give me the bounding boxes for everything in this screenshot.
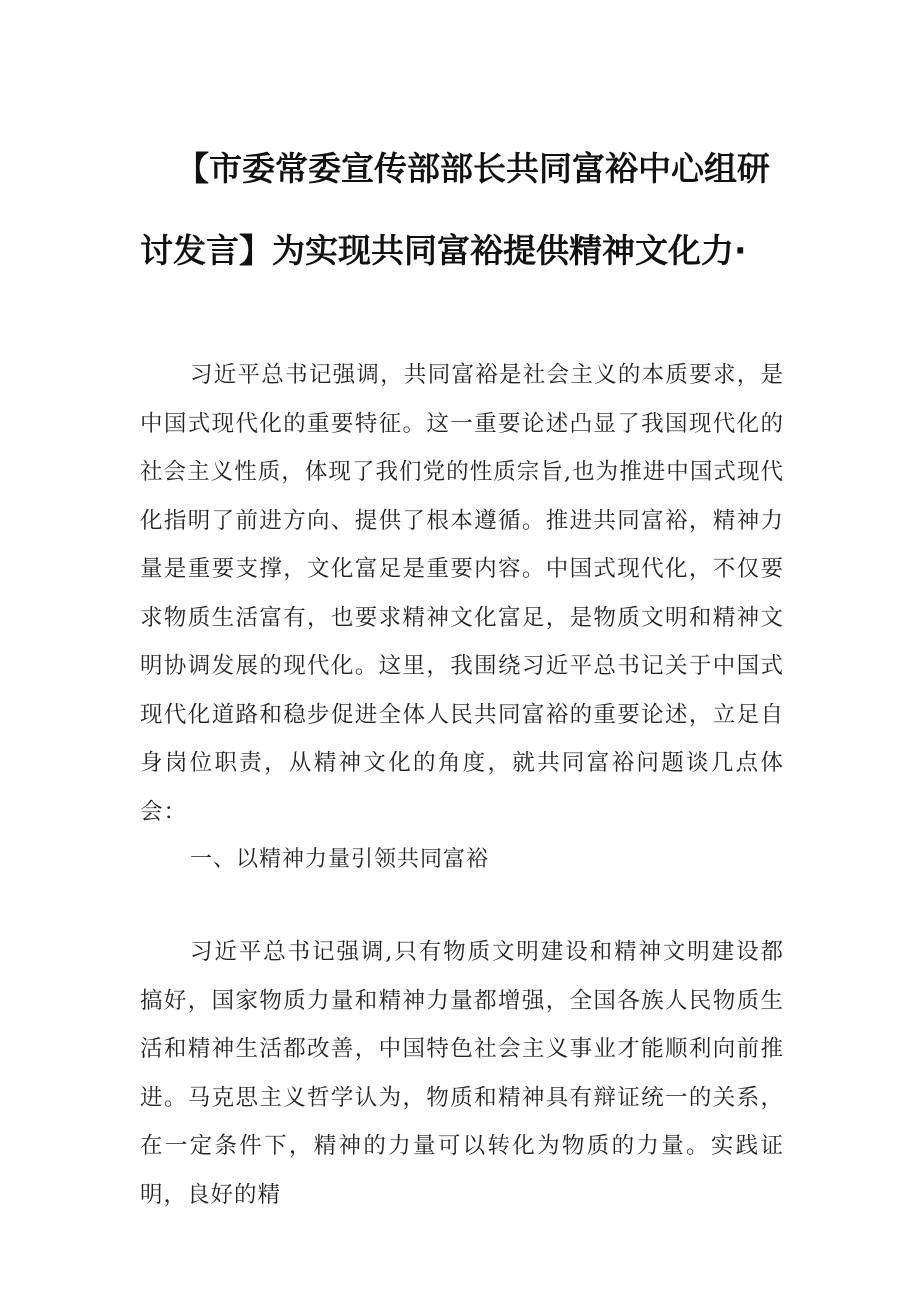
section-heading-1: 一、以精神力量引领共同富裕 [190, 847, 490, 872]
title-line-1: 【市委常委宣传部部长共同富裕中心组研 [176, 149, 770, 188]
paragraph-section1: 习近平总书记强调,只有物质文明建设和精神文明建设都搞好，国家物质力量和精神力量都增强，全国各族人民物质生活和精神生活都改善，中国特色社会主义事业才能顺利向前推进。马克思主义哲学认为，物质和精神具有辩证统一的关系，在一定条件下，精神的力量可以转化为物质的力量。实践证明，良好的精 [140, 939, 784, 1208]
document-title [140, 128, 780, 292]
paragraph-intro: 习近平总书记强调，共同富裕是社会主义的本质要求，是中国式现代化的重要特征。这一重要论述凸显了我国现代化的社会主义性质，体现了我们党的性质宗旨,也为推进中国式现代化指明了前进方向、提供了根本遵循。推进共同富裕，精神力量是重要支撑，文化富足是重要内容。中国式现代化，不仅要求物质生活富有，也要求精神文化富足，是物质文明和精神文明协调发展的现代化。这里，我围绕习近平总书记关于中国式现代化道路和稳步促进全体人民共同富裕的重要论述，立足自身岗位职责，从精神文化的角度，就共同富裕问题谈几点体会： [140, 362, 784, 825]
intro-paragraph-block [140, 351, 784, 836]
title-line-2: 讨发言】为实现共同富裕提供精神文化力· [140, 231, 747, 270]
section1-paragraph-block [140, 928, 784, 1219]
